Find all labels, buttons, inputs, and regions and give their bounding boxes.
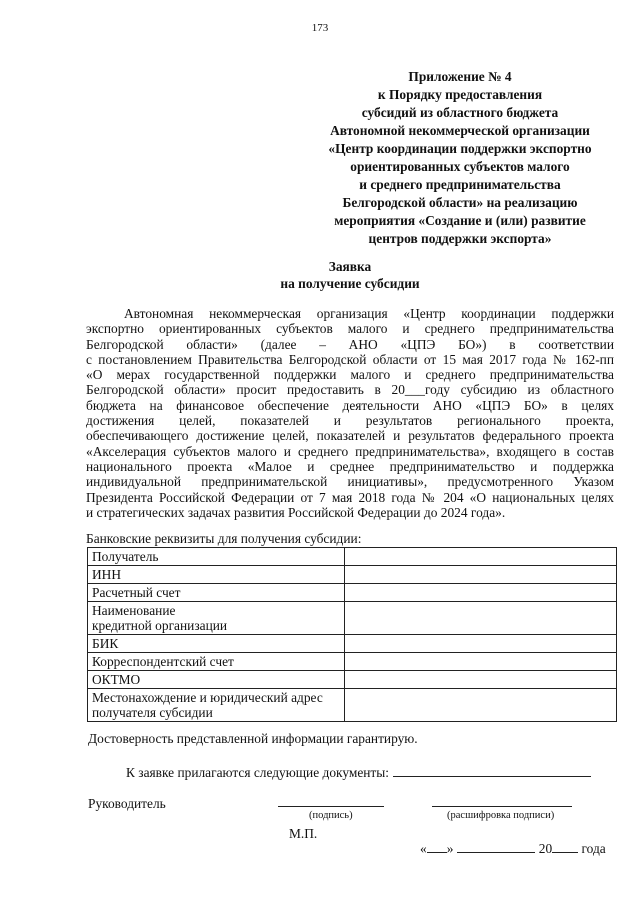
requisite-value-field[interactable] bbox=[344, 548, 616, 566]
requisites-row bbox=[88, 635, 617, 653]
signature-field[interactable] bbox=[278, 806, 384, 807]
appendix-line: и среднего предпринимательства bbox=[359, 177, 561, 192]
appendix-line: ориентированных субъектов малого bbox=[350, 159, 570, 174]
requisite-value-field[interactable] bbox=[344, 653, 616, 671]
title-sub: на получение субсидии bbox=[280, 276, 420, 291]
requisite-label: Корреспондентский счет bbox=[88, 653, 345, 671]
requisite-label: Получатель bbox=[88, 548, 345, 566]
signature-decoding-caption: (расшифровка подписи) bbox=[447, 810, 555, 821]
date-century: 20 bbox=[538, 841, 553, 856]
date-day-field[interactable] bbox=[427, 840, 447, 853]
requisite-value-field[interactable] bbox=[344, 602, 616, 635]
appendix-line: субсидий из областного бюджета bbox=[361, 105, 559, 120]
date-quote-close: » bbox=[446, 841, 454, 856]
page-number: 173 bbox=[311, 22, 329, 34]
requisite-value-field[interactable] bbox=[344, 689, 616, 722]
requisite-label: Местонахождение и юридический адрес получателя субсидии bbox=[88, 689, 345, 722]
requisites-row bbox=[88, 566, 617, 584]
attached-documents-label: К заявке прилагаются следующие документы: bbox=[126, 765, 390, 780]
date-quote-open: « bbox=[420, 841, 427, 856]
appendix-line: мероприятия «Создание и (или) развитие bbox=[334, 213, 586, 228]
requisite-value-field[interactable] bbox=[344, 635, 616, 653]
appendix-line: Белгородской области» на реализацию bbox=[342, 195, 578, 210]
stamp-placeholder: М.П. bbox=[289, 826, 318, 841]
appendix-line: Автономной некоммерческой организации bbox=[330, 123, 590, 138]
requisite-label: Наименование кредитной организации bbox=[88, 602, 345, 635]
document-title bbox=[0, 258, 640, 292]
appendix-line: «Центр координации поддержки экспортно bbox=[328, 141, 592, 156]
signature-caption: (подпись) bbox=[309, 810, 353, 821]
requisites-row bbox=[88, 548, 617, 566]
requisites-row bbox=[88, 653, 617, 671]
body-line: обеспечивающего достижение целей, показателей и результатов федерального проекта bbox=[86, 428, 614, 444]
body-line: Белгородской области» просит предоставить в 20___году субсидию из областного bbox=[86, 382, 614, 398]
appendix-line: центров поддержки экспорта» bbox=[368, 231, 552, 246]
body-line: и стратегических задачах развития Российской Федерации до 2024 года». bbox=[86, 504, 506, 520]
body-line: «Акселерация субъектов малого и среднего предпринимательства», входящего в состав bbox=[86, 443, 614, 459]
requisite-label: Расчетный счет bbox=[88, 584, 345, 602]
body-line: Президента Российской Федерации от 7 мая 2018 года № 204 «О национальных целях bbox=[86, 489, 614, 505]
appendix-header bbox=[290, 68, 630, 248]
bank-requisites-table bbox=[87, 547, 617, 722]
body-line: индивидуальной предпринимательской инициативы», предусмотренного Указом bbox=[86, 474, 614, 490]
requisite-value-field[interactable] bbox=[344, 566, 616, 584]
requisites-row bbox=[88, 671, 617, 689]
requisites-row bbox=[88, 602, 617, 635]
requisites-row bbox=[88, 689, 617, 722]
date-year-field[interactable] bbox=[552, 840, 578, 853]
requisite-label: БИК bbox=[88, 635, 345, 653]
requisite-value-field[interactable] bbox=[344, 584, 616, 602]
requisite-label: ОКТМО bbox=[88, 671, 345, 689]
requisites-row bbox=[88, 584, 617, 602]
date-month-field[interactable] bbox=[457, 840, 535, 853]
body-line: достижения целей, показателей и результатов регионального проекта, bbox=[86, 413, 614, 429]
body-line: экспортно ориентированных субъектов малого и среднего предпринимательства bbox=[86, 321, 614, 337]
body-line: с постановлением Правительства Белгородской области от 15 мая 2017 года № 162-пп bbox=[86, 351, 614, 367]
application-body bbox=[86, 306, 614, 520]
requisite-value-field[interactable] bbox=[344, 671, 616, 689]
guarantee-statement: Достоверность представленной информации гарантирую. bbox=[88, 731, 418, 746]
body-line: национального проекта «Малое и среднее предпринимательство и поддержка bbox=[86, 458, 614, 474]
title-main: Заявка bbox=[328, 259, 372, 274]
appendix-line: к Порядку предоставления bbox=[377, 87, 543, 102]
head-label: Руководитель bbox=[88, 796, 166, 811]
bank-requisites-caption: Банковские реквизиты для получения субсидии: bbox=[86, 531, 362, 546]
signature-decoding-field[interactable] bbox=[432, 806, 572, 807]
attached-documents-line bbox=[126, 764, 591, 781]
body-line: бюджета на финансовое обеспечение деятельности АНО «ЦПЭ БО» в целях bbox=[86, 397, 614, 413]
body-line: Белгородской области» (далее – АНО «ЦПЭ БО») в соответствии bbox=[86, 336, 614, 352]
requisite-label: ИНН bbox=[88, 566, 345, 584]
body-line: Автономная некоммерческая организация «Центр координации поддержки bbox=[124, 306, 614, 321]
appendix-line: Приложение № 4 bbox=[408, 69, 512, 84]
attached-documents-field[interactable] bbox=[393, 764, 591, 777]
body-line: «О мерах государственной поддержки малого и среднего предпринимательства bbox=[86, 367, 614, 383]
date-line bbox=[420, 840, 606, 857]
date-suffix: года bbox=[581, 841, 606, 856]
